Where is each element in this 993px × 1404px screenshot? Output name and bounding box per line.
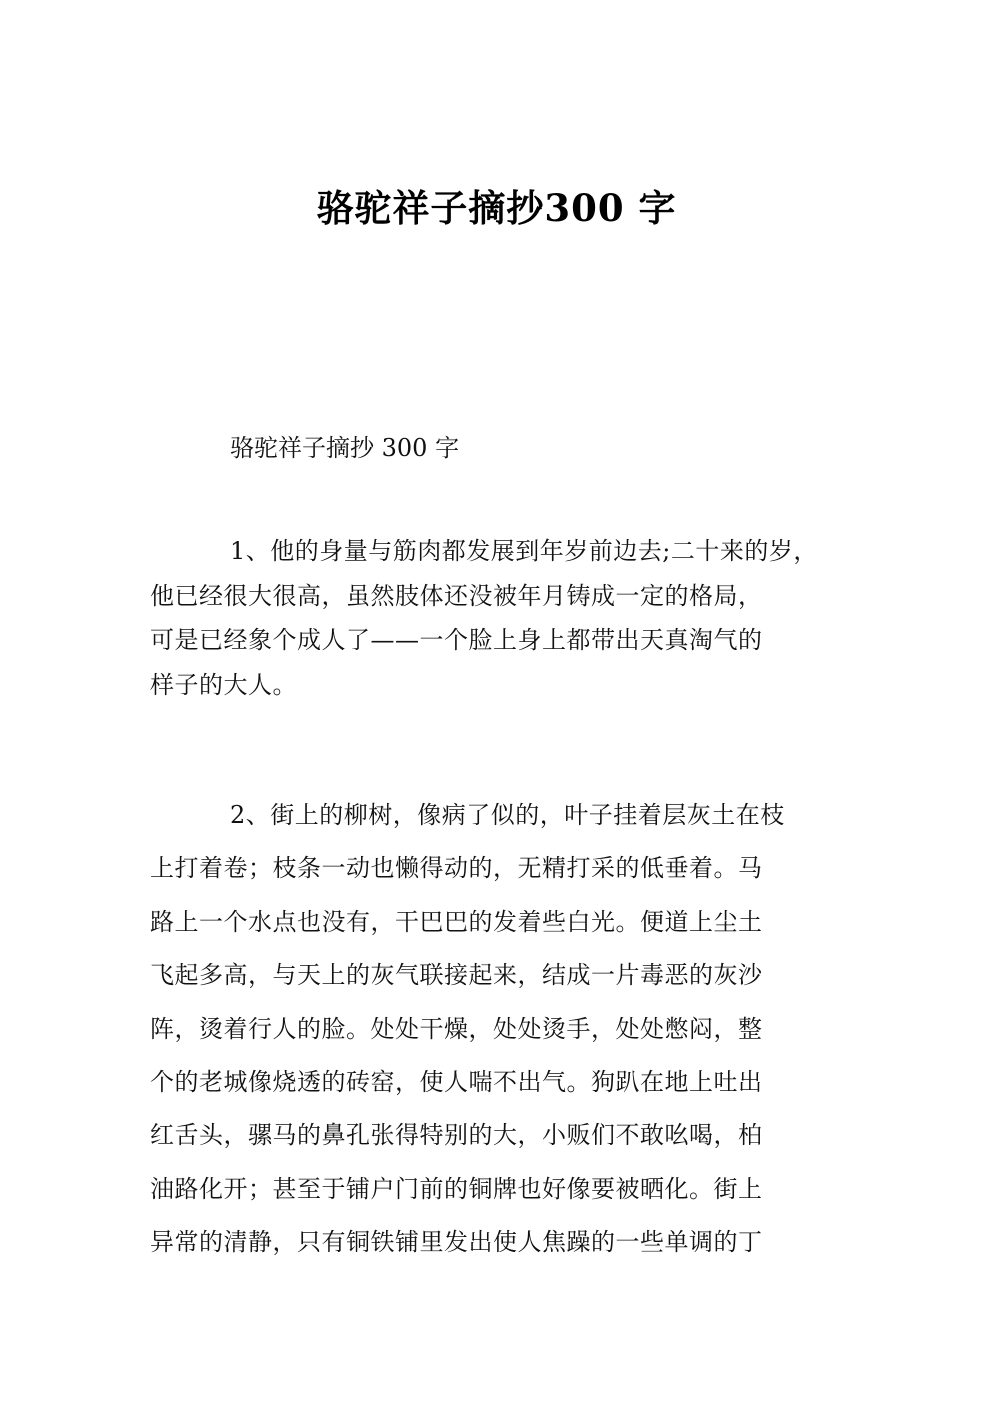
paragraph-line: 上打着卷；枝条一动也懒得动的，无精打采的低垂着。马 <box>150 854 763 883</box>
paragraph-1 <box>150 529 870 707</box>
paragraph-line: 1、他的身量与筋肉都发展到年岁前边去;二十来的岁， <box>230 537 818 565</box>
paragraph-line: 他已经很大很高，虽然肢体还没被年月铸成一定的格局， <box>150 581 763 610</box>
paragraph-line: 红舌头，骡马的鼻孔张得特别的大，小贩们不敢吆喝，柏 <box>150 1121 763 1150</box>
paragraph-line: 2、街上的柳树，像病了似的，叶子挂着层灰土在枝 <box>230 801 785 829</box>
paragraph-line: 阵，烫着行人的脸。处处干燥，处处烫手，处处憋闷，整 <box>150 1014 763 1043</box>
paragraph-line: 飞起多高，与天上的灰气联接起来，结成一片毒恶的灰沙 <box>150 961 763 990</box>
paragraph-line: 可是已经象个成人了——一个脸上身上都带出天真淘气的 <box>150 626 763 654</box>
paragraph-line: 油路化开；甚至于铺户门前的铜牌也好像要被晒化。街上 <box>150 1174 763 1203</box>
paragraph-line: 样子的大人。 <box>150 670 297 699</box>
paragraph-2 <box>150 789 870 1270</box>
paragraph-line: 个的老城像烧透的砖窑，使人喘不出气。狗趴在地上吐出 <box>150 1067 763 1096</box>
document-title: 骆驼祥子摘抄300 字 <box>316 186 677 230</box>
paragraph-line: 异常的清静，只有铜铁铺里发出使人焦躁的一些单调的丁 <box>150 1228 763 1257</box>
document-subtitle: 骆驼祥子摘抄 300 字 <box>230 434 460 462</box>
paragraph-line: 路上一个水点也没有，干巴巴的发着些白光。便道上尘土 <box>150 907 763 936</box>
